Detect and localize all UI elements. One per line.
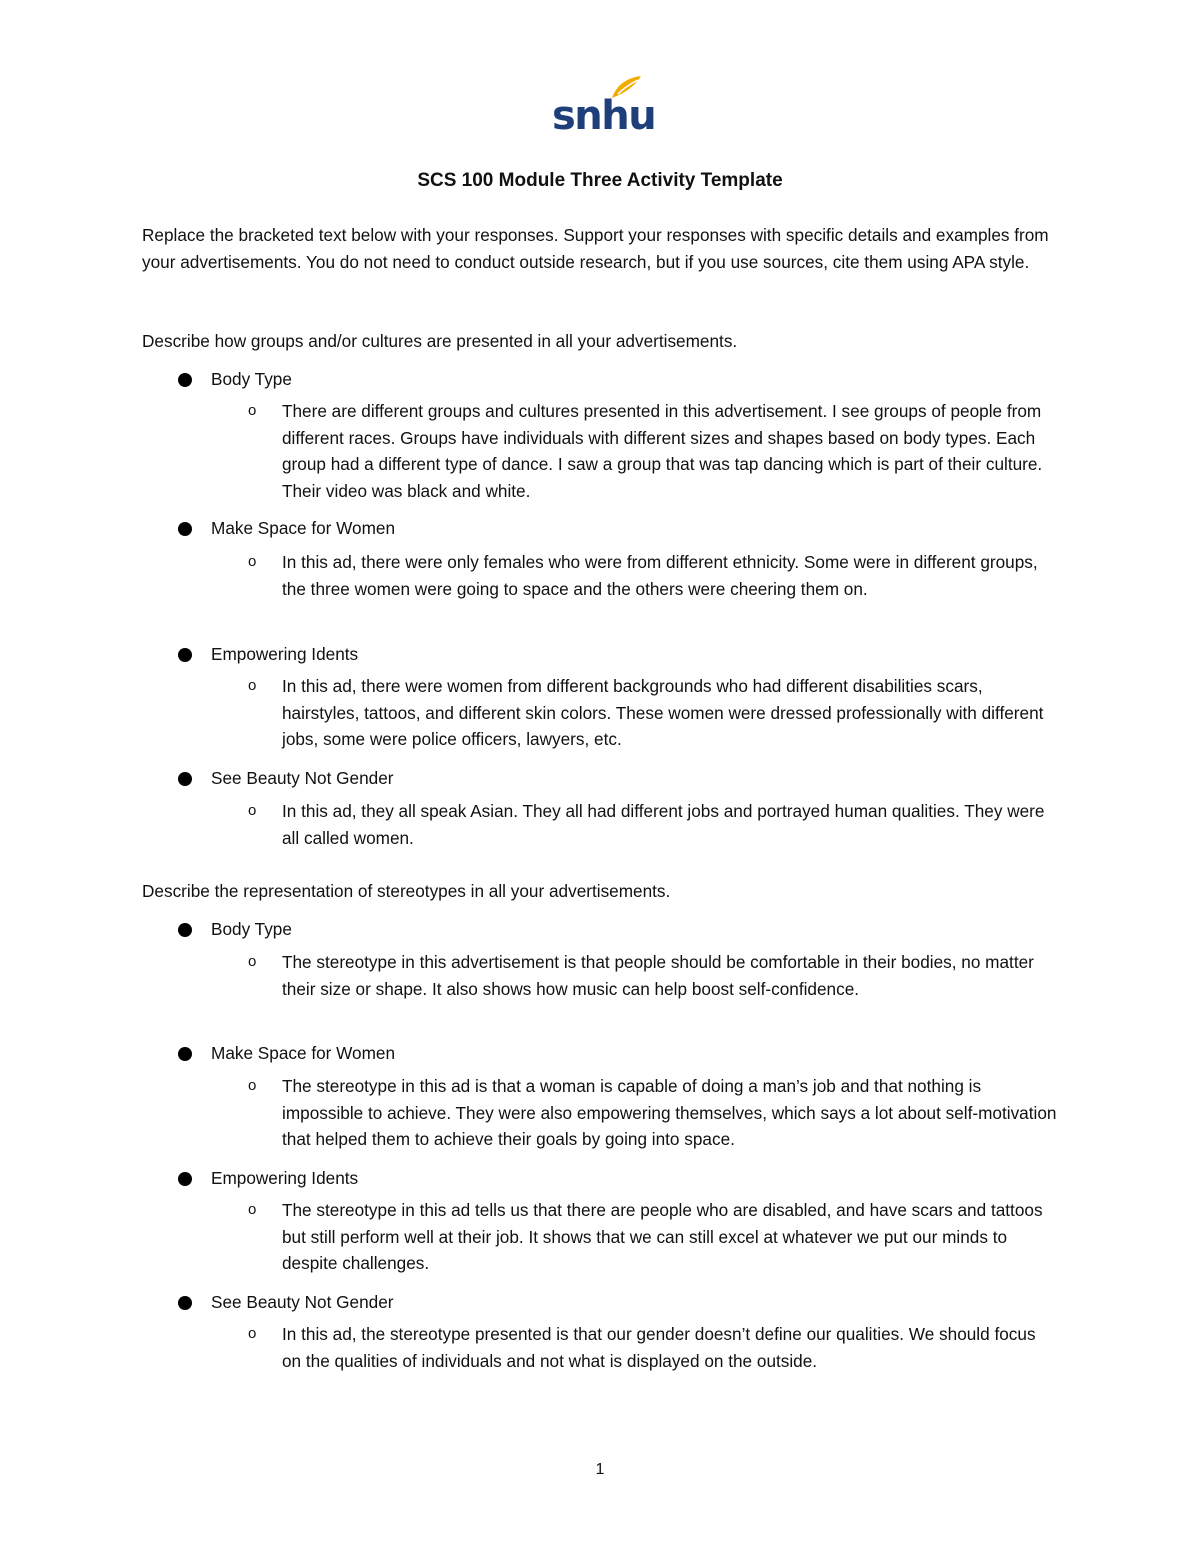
section2-heading: Describe the representation of stereotypes in all your advertisements. <box>142 881 671 901</box>
sub-bullet-marker: o <box>248 1201 257 1218</box>
bullet-icon <box>178 1296 192 1310</box>
page-title: SCS 100 Module Three Activity Template <box>417 170 783 191</box>
bullet-label: Body Type <box>211 919 292 939</box>
snhu-logo <box>552 74 656 139</box>
sub-bullet-text: In this ad, the stereotype presented is that our gender doesn’t define our qualities. We should focus on the qualities of individuals and not what is displayed on the outside. <box>282 1324 1036 1371</box>
bullet-icon <box>178 373 192 387</box>
bullet-icon <box>178 772 192 786</box>
bullet-icon <box>178 923 192 937</box>
logo-wordmark: snhu <box>552 93 656 139</box>
sub-bullet-item <box>248 398 1058 504</box>
intro-paragraph: Replace the bracketed text below with your responses. Support your responses with specific details and examples from your advertisements. You do not need to conduct outside research, but if you use sources, cite them using APA style. <box>142 225 1049 272</box>
sub-bullet-marker: o <box>248 402 257 419</box>
sub-bullet-text: The stereotype in this ad tells us that there are people who are disabled, and have scars and tattoos but still perform well at their job. It shows that we can still excel at whatever we put our minds to despite challenges. <box>282 1200 1043 1273</box>
sub-bullet-text: In this ad, there were only females who were from different ethnicity. Some were in different groups, the three women were going to space and the others were cheering them on. <box>282 552 1038 599</box>
sub-bullet-text: The stereotype in this ad is that a woman is capable of doing a man’s job and that nothing is impossible to achieve. They were also empowering themselves, which says a lot about self-motivation that helped them to achieve their goals by going into space. <box>282 1076 1057 1149</box>
sub-bullet-item <box>248 1073 1058 1153</box>
sub-bullet-marker: o <box>248 677 257 694</box>
sub-bullet-item <box>248 549 1058 602</box>
bullet-label: See Beauty Not Gender <box>211 768 394 788</box>
sub-bullet-marker: o <box>248 953 257 970</box>
bullet-label: See Beauty Not Gender <box>211 1292 394 1312</box>
bullet-icon <box>178 1172 192 1186</box>
sub-bullet-text: The stereotype in this advertisement is that people should be comfortable in their bodies, no matter their size or shape. It also shows how music can help boost self-confidence. <box>282 952 1034 999</box>
sub-bullet-item <box>248 1321 1058 1374</box>
bullet-label: Empowering Idents <box>211 644 359 664</box>
sub-bullet-text: In this ad, they all speak Asian. They all had different jobs and portrayed human qualities. They were all called women. <box>282 801 1045 848</box>
bullet-icon <box>178 648 192 662</box>
bullet-icon <box>178 1047 192 1061</box>
sub-bullet-item <box>248 673 1058 753</box>
sub-bullet-item <box>248 798 1058 851</box>
section1-heading: Describe how groups and/or cultures are presented in all your advertisements. <box>142 331 738 351</box>
sub-bullet-marker: o <box>248 1077 257 1094</box>
page-number: 1 <box>595 1461 605 1478</box>
sub-bullet-item <box>248 949 1058 1002</box>
sub-bullet-marker: o <box>248 1325 257 1342</box>
bullet-label: Make Space for Women <box>211 1043 396 1063</box>
bullet-icon <box>178 522 192 536</box>
bullet-label: Body Type <box>211 369 292 389</box>
sub-bullet-text: There are different groups and cultures presented in this advertisement. I see groups of people from different races. Groups have individuals with different sizes and shapes based on body types. Each group had a different type of dance. I saw a group that was tap dancing which is part of their culture. Their video was black and white. <box>282 401 1043 501</box>
sub-bullet-item <box>248 1197 1058 1277</box>
sub-bullet-marker: o <box>248 802 257 819</box>
sub-bullet-marker: o <box>248 553 257 570</box>
bullet-label: Make Space for Women <box>211 518 396 538</box>
bullet-label: Empowering Idents <box>211 1168 359 1188</box>
sub-bullet-text: In this ad, there were women from different backgrounds who had different disabilities scars, hairstyles, tattoos, and different skin colors. These women were dressed professionally with different jobs, some were police officers, lawyers, etc. <box>282 676 1044 749</box>
